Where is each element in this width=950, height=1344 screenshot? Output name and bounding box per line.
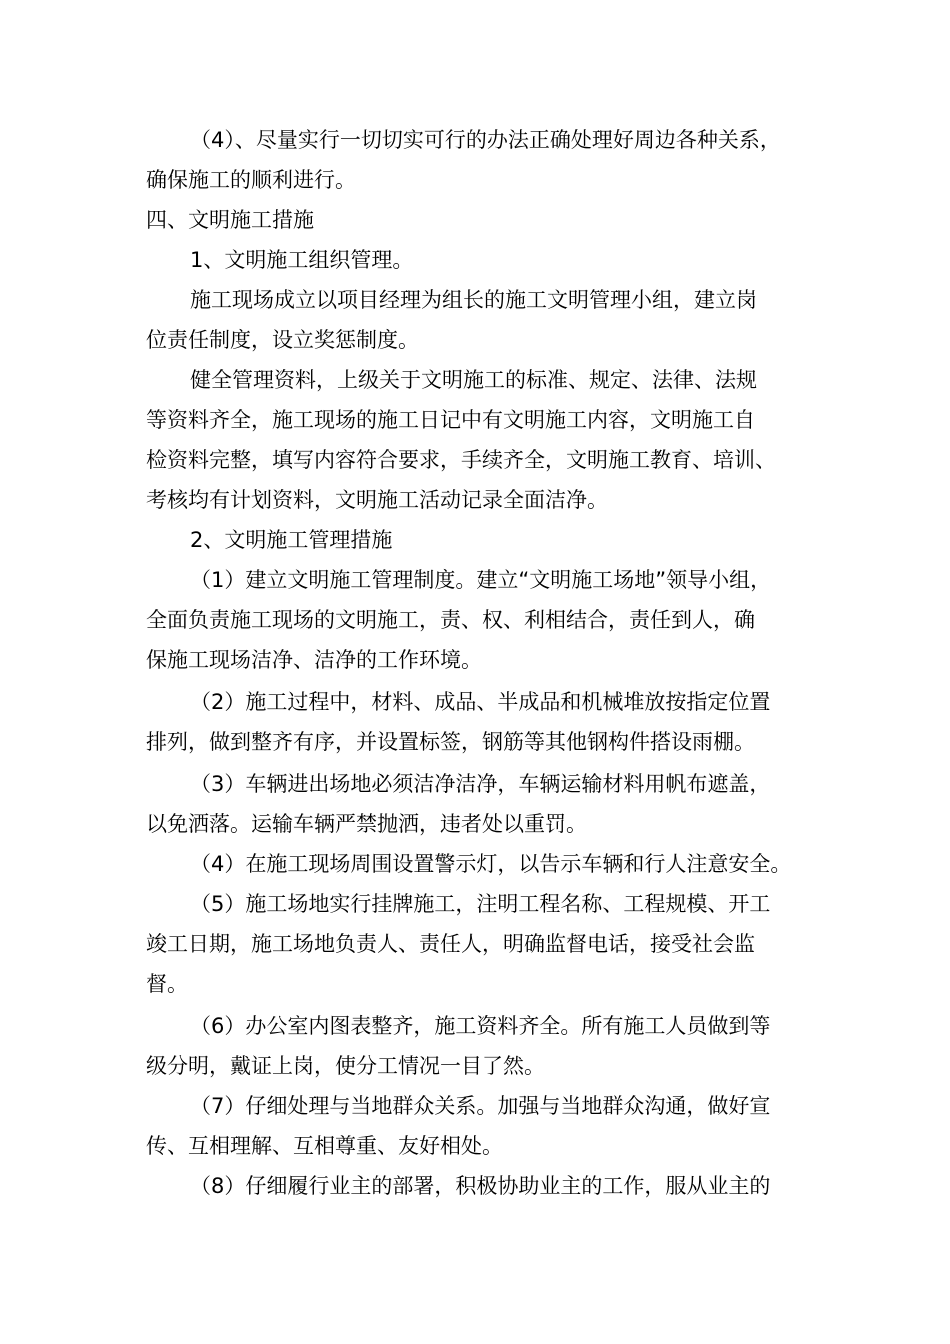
paragraph-line: （3）车辆进出场地必须洁净洁净，车辆运输材料用帆布遮盖， [190,772,771,796]
subsection-heading: 2、文明施工管理措施 [190,528,393,552]
paragraph-line: 以免洒落。运输车辆严禁抛洒，违者处以重罚。 [146,812,587,836]
paragraph-line: （7）仔细处理与当地群众关系。加强与当地群众沟通，做好宣 [190,1094,771,1118]
paragraph-line: （4）、尽量实行一切切实可行的办法正确处理好周边各种关系， [190,128,781,152]
paragraph-line: 督。 [146,972,188,996]
paragraph-line: 考核均有计划资料，文明施工活动记录全面洁净。 [146,488,608,512]
paragraph-line: 施工现场成立以项目经理为组长的施工文明管理小组，建立岗 [190,288,757,312]
subsection-heading: 1、文明施工组织管理。 [190,248,414,272]
paragraph-line: 确保施工的顺利进行。 [146,168,356,192]
paragraph-line: 级分明，戴证上岗，使分工情况一目了然。 [146,1054,545,1078]
paragraph-line: （2）施工过程中，材料、成品、半成品和机械堆放按指定位置 [190,690,771,714]
paragraph-line: 位责任制度，设立奖惩制度。 [146,328,419,352]
paragraph-line: （4）在施工现场周围设置警示灯，以告示车辆和行人注意安全。 [190,852,792,876]
paragraph-line: 保施工现场洁净、洁净的工作环境。 [146,648,482,672]
paragraph-line: （5）施工场地实行挂牌施工，注明工程名称、工程规模、开工 [190,892,771,916]
paragraph-line: 排列，做到整齐有序，并设置标签，钢筋等其他钢构件搭设雨棚。 [146,730,755,754]
paragraph-line: 健全管理资料，上级关于文明施工的标准、规定、法律、法规 [190,368,757,392]
paragraph-line: 全面负责施工现场的文明施工，责、权、利相结合，责任到人，确 [146,608,755,632]
paragraph-line: （1）建立文明施工管理制度。建立“文明施工场地”领导小组， [190,568,772,592]
paragraph-line: 竣工日期，施工场地负责人、责任人，明确监督电话，接受社会监 [146,932,755,956]
section-heading: 四、文明施工措施 [146,208,314,232]
paragraph-line: （8）仔细履行业主的部署，积极协助业主的工作，服从业主的 [190,1174,771,1198]
paragraph-line: 等资料齐全，施工现场的施工日记中有文明施工内容，文明施工自 [146,408,755,432]
paragraph-line: （6）办公室内图表整齐，施工资料齐全。所有施工人员做到等 [190,1014,771,1038]
paragraph-line: 检资料完整，填写内容符合要求，手续齐全，文明施工教育、培训、 [146,448,776,472]
paragraph-line: 传、互相理解、互相尊重、友好相处。 [146,1134,503,1158]
